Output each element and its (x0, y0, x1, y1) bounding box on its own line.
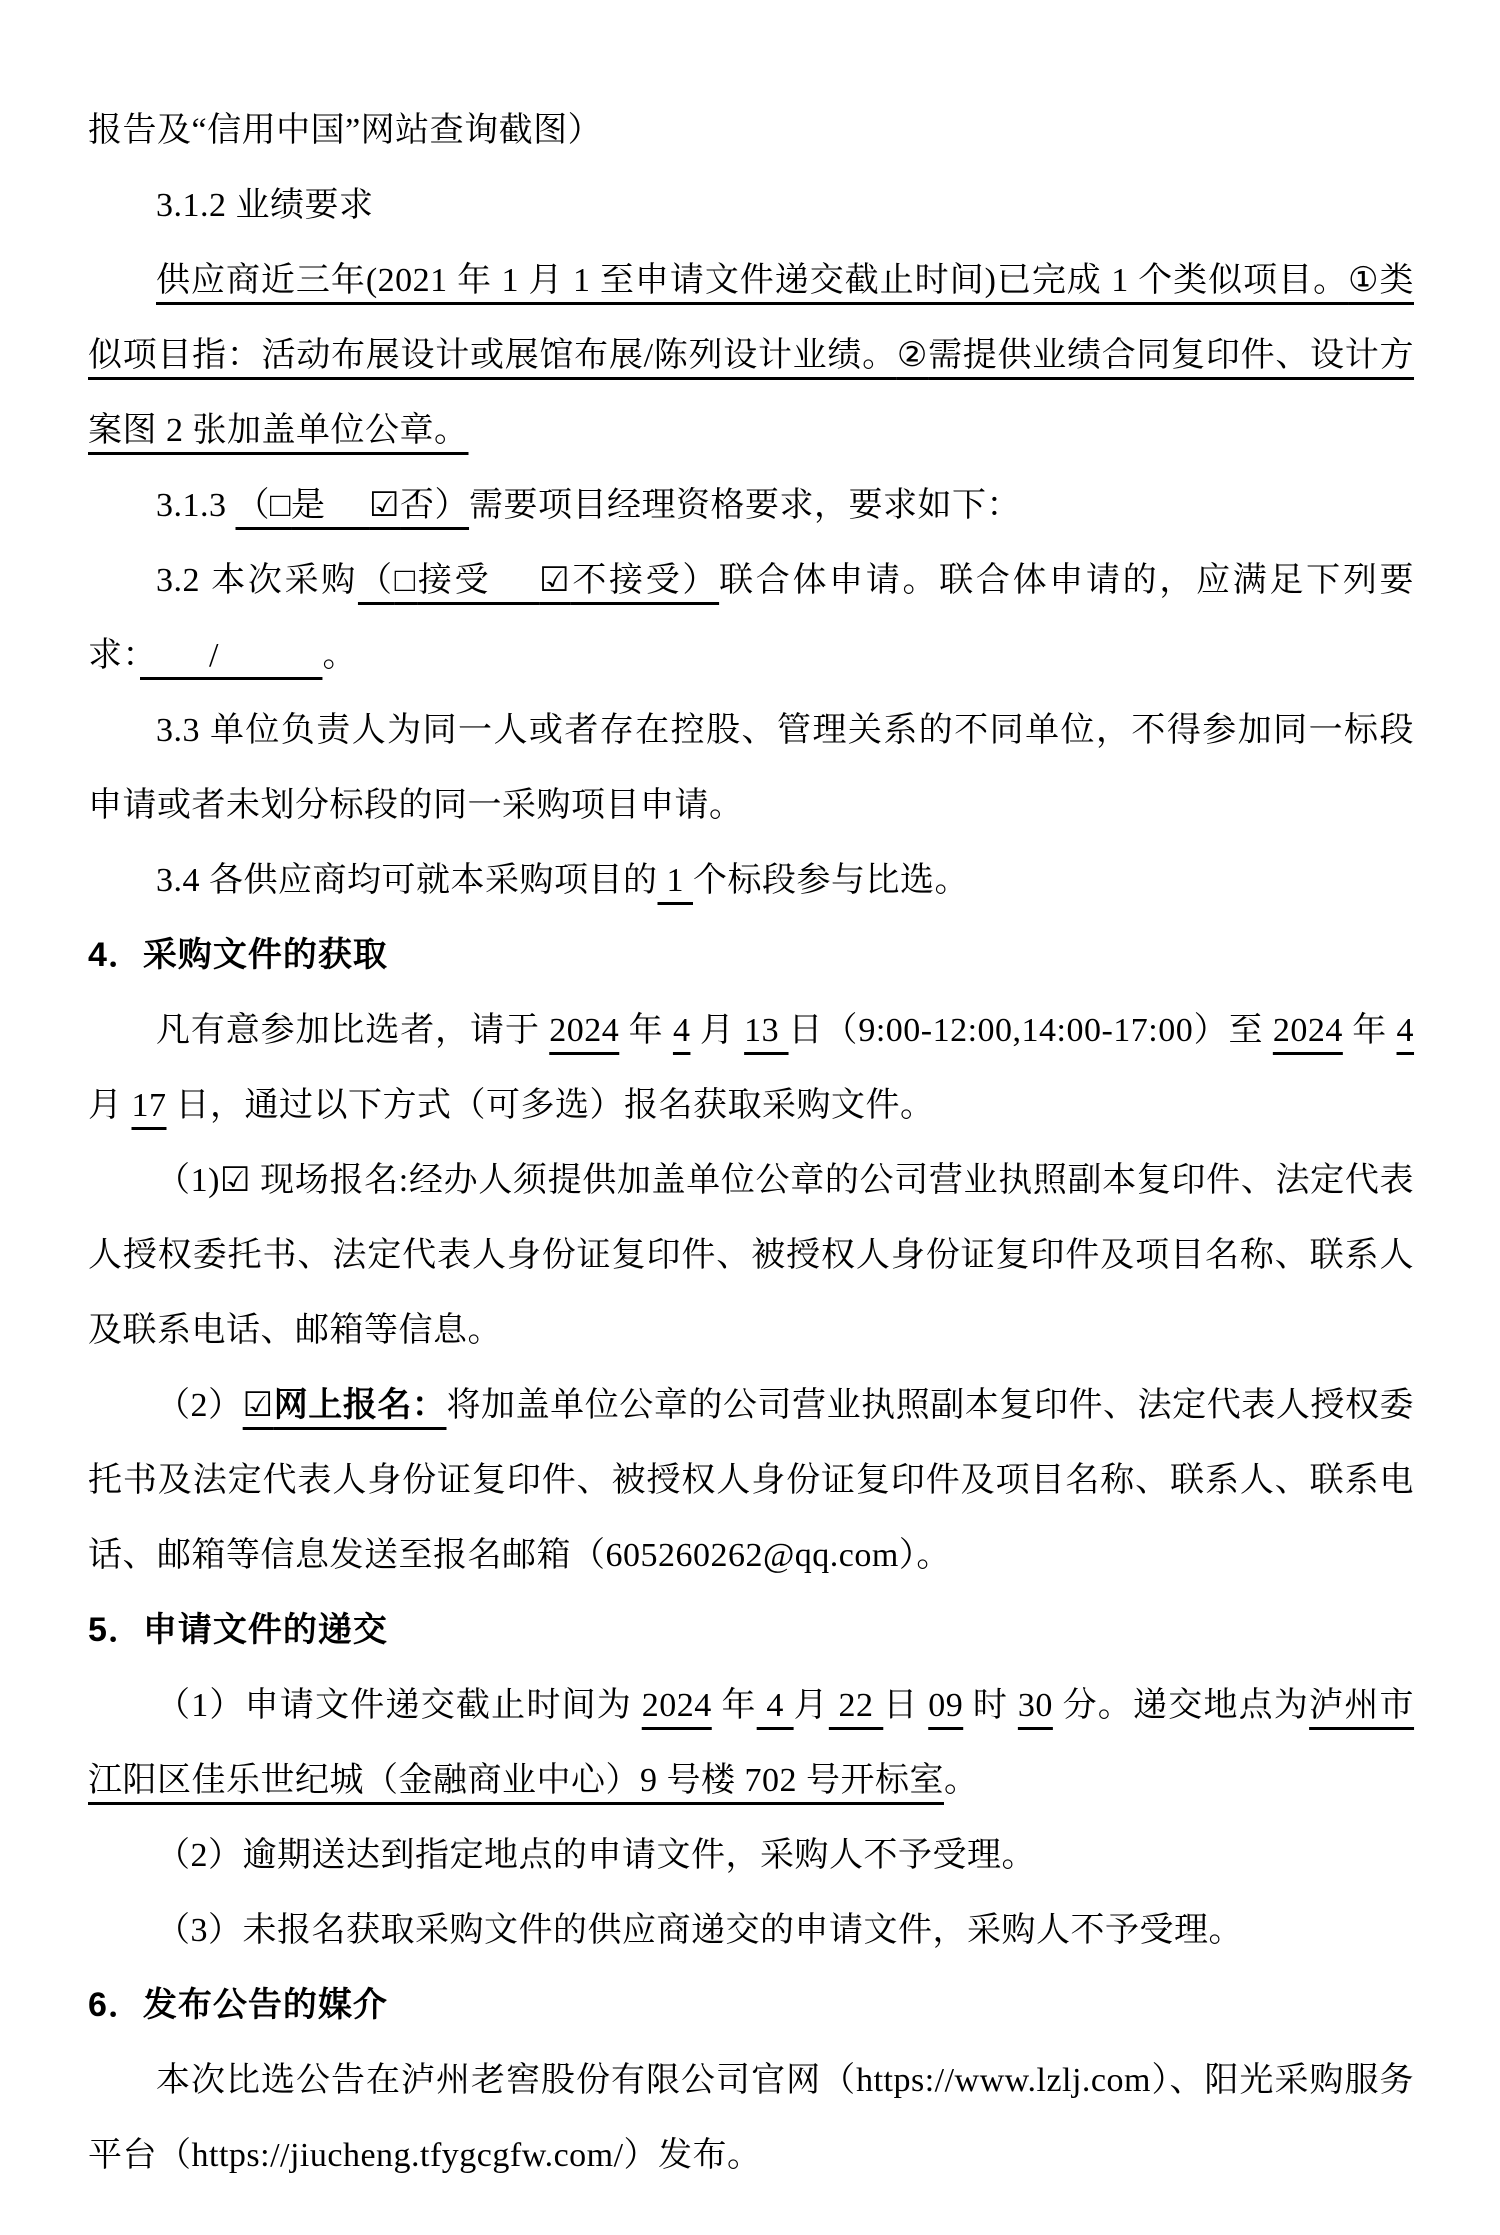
clause-3-4-lot-participation (88, 843, 1414, 918)
text-run: （1）申请文件递交截止时间为 (156, 1687, 642, 1724)
blank-fill-deadline-year: 2024 (641, 1687, 712, 1724)
section-5-heading (88, 1593, 1414, 1668)
checkbox-checked-not-accept-icon: ☑ (539, 562, 571, 599)
text-run: 5．申请文件的递交 (88, 1611, 388, 1649)
para-unregistered-rejection (88, 1893, 1414, 1968)
text-run: 时 (963, 1687, 1018, 1724)
text-run: 联合体申请。联合体申请的，应满足下列要求： (88, 562, 1415, 674)
blank-fill-month-end: 4 (1396, 1012, 1415, 1049)
text-run: 。 (944, 1762, 979, 1799)
clause-3-1-2-heading (88, 168, 1414, 243)
text-run: 3.1.2 业绩要求 (156, 187, 374, 224)
blank-fill-lot-count: 1 (657, 862, 693, 899)
line-report-continuation (88, 93, 1414, 168)
text-run: 分。递交地点为 (1052, 1687, 1310, 1724)
blank-fill-year-start: 2024 (549, 1012, 620, 1049)
text-run: 凡有意参加比选者，请于 (156, 1012, 550, 1049)
text-run: 需要项目经理资格要求，要求如下： (469, 487, 1022, 524)
clause-3-2-consortium (88, 543, 1414, 693)
text-run: 接受 (417, 562, 540, 599)
clause-3-3-same-controller (88, 693, 1414, 843)
circled-2-marker: ② (896, 337, 929, 374)
text-run: 是 (291, 487, 370, 524)
blank-fill-year-end: 2024 (1272, 1012, 1343, 1049)
text-run: 需提供业绩合同复印件、设计方案图 2 张加盖单位公章。 (88, 337, 1415, 449)
text-run: 不接受） (570, 562, 720, 599)
blank-fill-deadline-minute: 30 (1017, 1687, 1053, 1724)
text-run: 3.1.3 (156, 487, 236, 524)
blank-fill-submission-address: 泸州市江阳区佳乐世纪城（金融商业中心）9 号楼 702 号开标室 (88, 1687, 1415, 1799)
text-run: 日（9:00-12:00,14:00-17:00）至 (788, 1012, 1273, 1049)
text-run: 年 (619, 1012, 673, 1049)
blank-fill-deadline-day: 22 (828, 1687, 884, 1724)
text-run: 4．采购文件的获取 (88, 936, 388, 974)
text-run: 年 (711, 1687, 757, 1724)
text-run: 6．发布公告的媒介 (88, 1986, 388, 2024)
clause-performance-requirement (88, 243, 1414, 468)
text-run: 3.4 各供应商均可就本采购项目的 (156, 862, 658, 899)
text-run: 月 (690, 1012, 745, 1049)
section-4-heading (88, 918, 1414, 993)
para-onsite-registration (88, 1143, 1414, 1368)
text-run: 月 (88, 1087, 132, 1124)
checkbox-checked-online-icon: ☑ (242, 1387, 274, 1424)
checkbox-checked-no-icon: ☑ (369, 487, 401, 524)
text-run: 现场报名:经办人须提供加盖单位公章的公司营业执照副本复印件、法定代表人授权委托书、法定代表人身份证复印件、被授权人身份证复印件及项目名称、联系人及联系电话、邮箱等信息。 (88, 1162, 1414, 1349)
text-run: 供应商近三年(2021 年 1 月 1 至申请文件递交截止时间)已完成 1 个类似项目。 (156, 262, 1349, 299)
text-run: 3.3 单位负责人为同一人或者存在控股、管理关系的不同单位，不得参加同一标段申请或者未划分标段的同一采购项目申请。 (88, 712, 1414, 824)
blank-fill-month-start: 4 (672, 1012, 691, 1049)
para-overdue-rejection (88, 1818, 1414, 1893)
text-run: 将加盖单位公章的公司营业执照副本复印件、法定代表人授权委托书及法定代表人身份证复印件、被授权人身份证复印件及项目名称、联系人、联系电话、邮箱等信息发送至报名邮箱（605260262@qq.com）。 (88, 1387, 1415, 1574)
text-run: 否） (400, 487, 470, 524)
text-run: （3）未报名获取采购文件的供应商递交的申请文件，采购人不予受理。 (156, 1912, 1243, 1949)
para-document-acquisition (88, 993, 1414, 1143)
text-run: 本次比选公告在泸州老窖股份有限公司官网（https://www.lzlj.com）、阳光采购服务平台（https://jiucheng.tfygcgfw.com/）发布。 (88, 2062, 1414, 2174)
text-run: 。 (322, 637, 357, 674)
blank-fill-deadline-month: 4 (756, 1687, 794, 1724)
text-run: （2） (156, 1387, 243, 1424)
circled-1-marker: ① (1348, 262, 1380, 299)
text-run: 报告及“信用中国”网站查询截图） (88, 112, 603, 149)
para-submission-deadline (88, 1668, 1414, 1818)
blank-fill-deadline-hour: 09 (928, 1687, 964, 1724)
text-run: 日，通过以下方式（可多选）报名获取采购文件。 (166, 1087, 935, 1124)
blank-fill-slash: / (140, 637, 323, 674)
text-run: 3.2 本次采购 (156, 562, 358, 599)
text-run: 个标段参与比选。 (693, 862, 969, 899)
checkbox-unchecked-accept-icon: □ (394, 562, 418, 599)
text-run: 日 (883, 1687, 929, 1724)
text-run: 月 (793, 1687, 829, 1724)
checkbox-checked-onsite-icon: ☑ (220, 1162, 251, 1199)
blank-fill-day-end: 17 (131, 1087, 167, 1124)
text-run: （ (235, 487, 270, 524)
clause-3-1-3-project-manager (88, 468, 1414, 543)
text-run: （ (357, 562, 395, 599)
checkbox-unchecked-yes-icon: □ (270, 487, 292, 524)
para-announcement-media (88, 2043, 1414, 2193)
text-run: 网上报名： (273, 1387, 447, 1424)
blank-fill-day-start: 13 (744, 1012, 789, 1049)
section-6-heading (88, 1968, 1414, 2043)
text-run: 类似项目指：活动布展设计或展馆布展/陈列设计业绩。 (88, 262, 1414, 374)
text-run: （2）逾期送达到指定地点的申请文件，采购人不予受理。 (156, 1837, 1036, 1874)
para-online-registration (88, 1368, 1414, 1593)
text-run: 年 (1342, 1012, 1397, 1049)
text-run: （1) (156, 1162, 220, 1199)
